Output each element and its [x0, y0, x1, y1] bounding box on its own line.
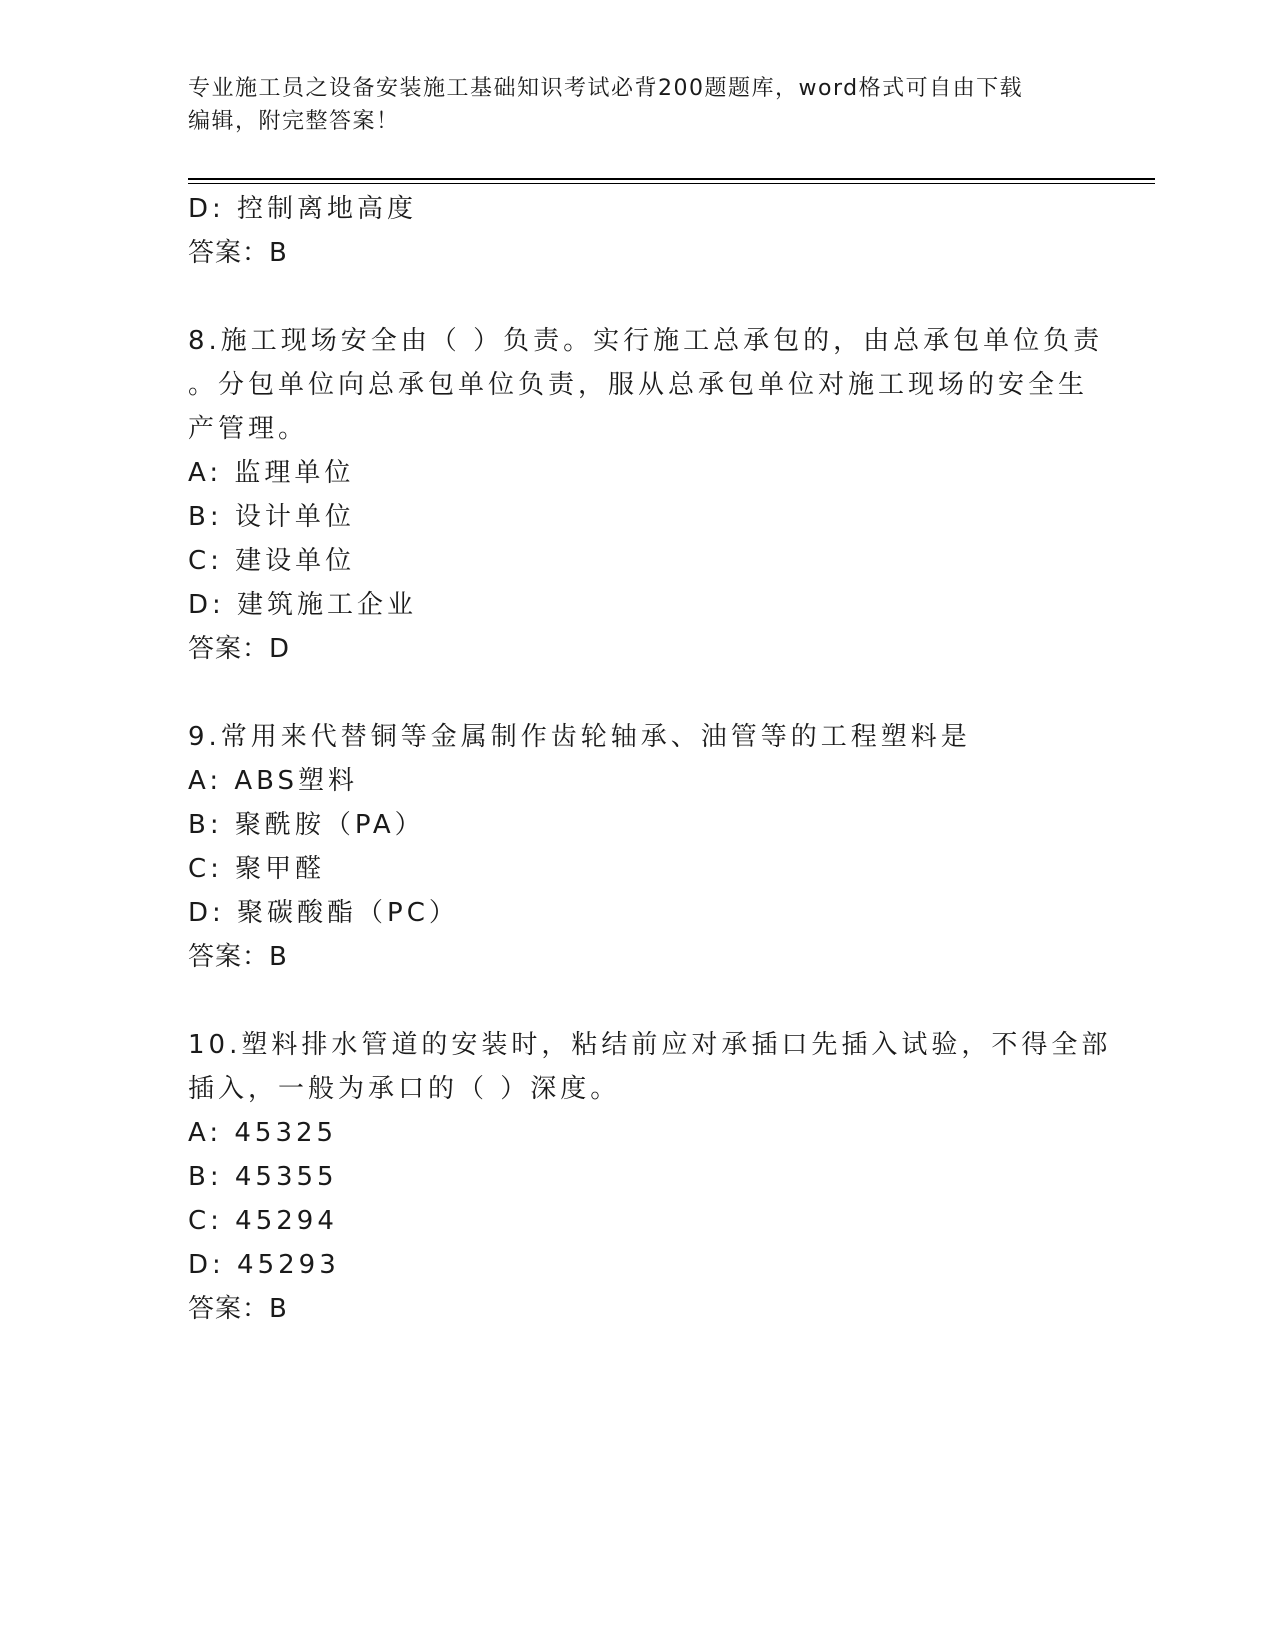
q10-answer: 答案：B: [188, 1294, 288, 1324]
prev-option-d: D: 控制离地高度: [188, 194, 418, 224]
q8-option-d: D: 建筑施工企业: [188, 590, 418, 620]
q9-option-d: D: 聚碳酸酯（PC）: [188, 898, 459, 928]
q8-text-line-2: 。分包单位向总承包单位负责，服从总承包单位对施工现场的安全生: [188, 370, 1089, 400]
q9-option-c: C: 聚甲醛: [188, 854, 326, 884]
q8-option-a: A: 监理单位: [188, 458, 355, 488]
document-header: [188, 72, 1088, 138]
q8-option-b: B: 设计单位: [188, 502, 355, 532]
q8-text-line-1: 8.施工现场安全由（ ）负责。实行施工总承包的，由总承包单位负责: [188, 326, 1104, 356]
q8-option-c: C: 建设单位: [188, 546, 356, 576]
header-line-1: 专业施工员之设备安装施工基础知识考试必背200题题库，word格式可自由下载: [188, 76, 1024, 101]
q10-option-c: C: 45294: [188, 1206, 338, 1236]
q10-option-d: D: 45293: [188, 1250, 340, 1280]
q9-answer: 答案：B: [188, 942, 288, 972]
q9-option-b: B: 聚酰胺（PA）: [188, 810, 425, 840]
q9-text-line-1: 9.常用来代替铜等金属制作齿轮轴承、油管等的工程塑料是: [188, 722, 971, 752]
header-divider-thick: [188, 178, 1155, 180]
header-line-2: 编辑，附完整答案！: [188, 109, 400, 134]
q10-option-b: B: 45355: [188, 1162, 338, 1192]
q9-option-a: A: ABS塑料: [188, 766, 359, 796]
q8-text-line-3: 产管理。: [188, 414, 309, 444]
q10-text-line-2: 插入，一般为承口的（ ）深度。: [188, 1074, 621, 1104]
q8-answer: 答案：D: [188, 634, 291, 664]
prev-answer: 答案：B: [188, 238, 288, 268]
header-divider-thin: [188, 183, 1155, 184]
q10-option-a: A: 45325: [188, 1118, 338, 1148]
q10-text-line-1: 10.塑料排水管道的安装时，粘结前应对承插口先插入试验，不得全部: [188, 1030, 1112, 1060]
